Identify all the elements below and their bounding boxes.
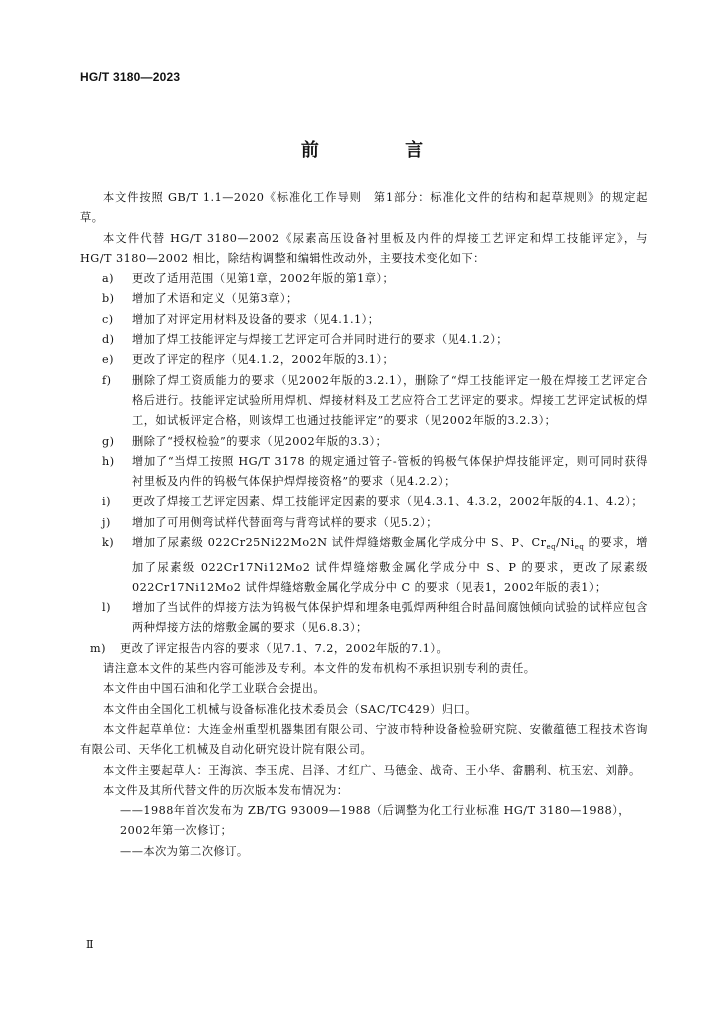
change-text-part: 增加了尿素级 022Cr25Ni22Mo2N 试件焊缝熔敷金属化学成分中 S、P、Cr [132,536,547,550]
page-title: 前 言 [300,140,464,161]
change-text [132,536,648,594]
change-label: c) [102,312,114,326]
change-label: e) [102,353,114,367]
change-text-part: 的要求，增加了尿素级 022Cr17Ni12Mo2 试件焊缝熔敷金属化学成分中 S、P 的要求，更改了尿素级 022Cr17Ni12Mo2 试件焊缝熔敷金属化学成分中 C 的要求（见表1，2002年版的表1）； [132,536,648,594]
change-label: m) [90,641,106,655]
change-text: 增加了“当焊工按照 HG/T 3178 的规定通过管子-管板的钨极气体保护焊技能评定，则可同时获得衬里板及内件的钨极气体保护焊焊接资格”的要求（见4.2.2）； [132,454,648,489]
change-label: j) [102,515,111,529]
subscript: eq [546,543,557,552]
change-label: h) [102,454,115,468]
change-text: 更改了评定报告内容的要求（见7.1、7.2，2002年版的7.1）。 [120,641,449,655]
change-label: b) [102,292,115,306]
change-text: 增加了当试件的焊接方法为钨极气体保护焊和埋条电弧焊两种组合时晶间腐蚀倾向试验的试样应包含两种焊接方法的熔敷金属的要求（见6.8.3）； [132,601,648,635]
change-item [80,432,648,452]
change-item [80,598,648,639]
change-item [80,289,648,309]
history-item: ——本次为第二次修订。 [120,844,249,858]
change-label: l) [102,601,111,615]
change-item [80,639,648,659]
body-paragraph: 本文件主要起草人：王海滨、李玉虎、吕泽、才红广、马德金、战奇、王小华、畲鹏利、杭玉宏、刘静。 [103,763,641,777]
change-label: a) [102,272,115,286]
change-label: k) [102,536,115,550]
change-item [80,492,648,512]
change-text-part: /Ni [556,536,575,550]
change-text: 增加了可用侧弯试样代替面弯与背弯试样的要求（见5.2）； [132,515,438,529]
change-text: 更改了评定的程序（见4.1.2，2002年版的3.1）； [132,353,395,367]
history-item: ——1988年首次发布为 ZB/TG 93009—1988（后调整为化工行业标准 HG/T 3180—1988），2002年第一次修订； [120,804,630,838]
change-text: 删除了“授权检验”的要求（见2002年版的3.3）； [132,434,388,448]
change-text: 更改了焊接工艺评定因素、焊工技能评定因素的要求（见4.3.1、4.3.2，2002年版的4.1、4.2）； [132,495,644,509]
subscript: eq [574,543,585,552]
change-text: 删除了焊工资质能力的要求（见2002年版的3.2.1），删除了“焊工技能评定一般在焊接工艺评定合格后进行。技能评定试验所用焊机、焊接材料及工艺应符合工艺评定的要求。焊接工艺评定试板的焊工，如试板评定合格，则该焊工也通过技能评定”的要求（见2002年版的3.2.3）； [132,373,648,428]
change-item [80,350,648,370]
change-label: g) [102,434,115,448]
change-item [80,269,648,289]
page-number: Ⅱ [86,938,94,951]
change-item [80,330,648,350]
body-paragraph: 本文件起草单位：大连金州重型机器集团有限公司、宁波市特种设备检验研究院、安徽蕴德工程技术咨询有限公司、天华化工机械及自动化研究设计院有限公司。 [80,722,648,757]
intro-paragraph: 本文件代替 HG/T 3180—2002《尿素高压设备衬里板及内件的焊接工艺评定和焊工技能评定》，与 HG/T 3180—2002 相比，除结构调整和编辑性改动外，主要技术变化如下： [80,231,648,265]
body-paragraph: 本文件由中国石油和化学工业联合会提出。 [103,682,326,696]
foreword-body [80,188,648,862]
change-item [80,533,648,598]
change-label: d) [102,333,115,347]
change-item [80,371,648,432]
change-label: f) [102,373,112,387]
change-text: 增加了焊工技能评定与焊接工艺评定可合并同时进行的要求（见4.1.2）； [132,333,508,347]
change-text: 增加了术语和定义（见第3章）； [132,292,298,306]
body-paragraph: 本文件及其所代替文件的历次版本发布情况为： [103,783,349,797]
body-paragraph: 本文件由全国化工机械与设备标准化技术委员会（SAC/TC429）归口。 [103,702,477,716]
change-text: 更改了适用范围（见第1章，2002年版的第1章）； [132,272,395,286]
body-paragraph: 请注意本文件的某些内容可能涉及专利。本文件的发布机构不承担识别专利的责任。 [103,662,536,676]
change-label: i) [102,495,111,509]
change-item [80,310,648,330]
document-code: HG/T 3180—2023 [80,70,181,84]
change-item [80,513,648,533]
change-item [80,452,648,493]
change-text: 增加了对评定用材料及设备的要求（见4.1.1）； [132,312,380,326]
intro-paragraph: 本文件按照 GB/T 1.1—2020《标准化工作导则 第1部分：标准化文件的结构和起草规则》的规定起草。 [80,191,648,225]
